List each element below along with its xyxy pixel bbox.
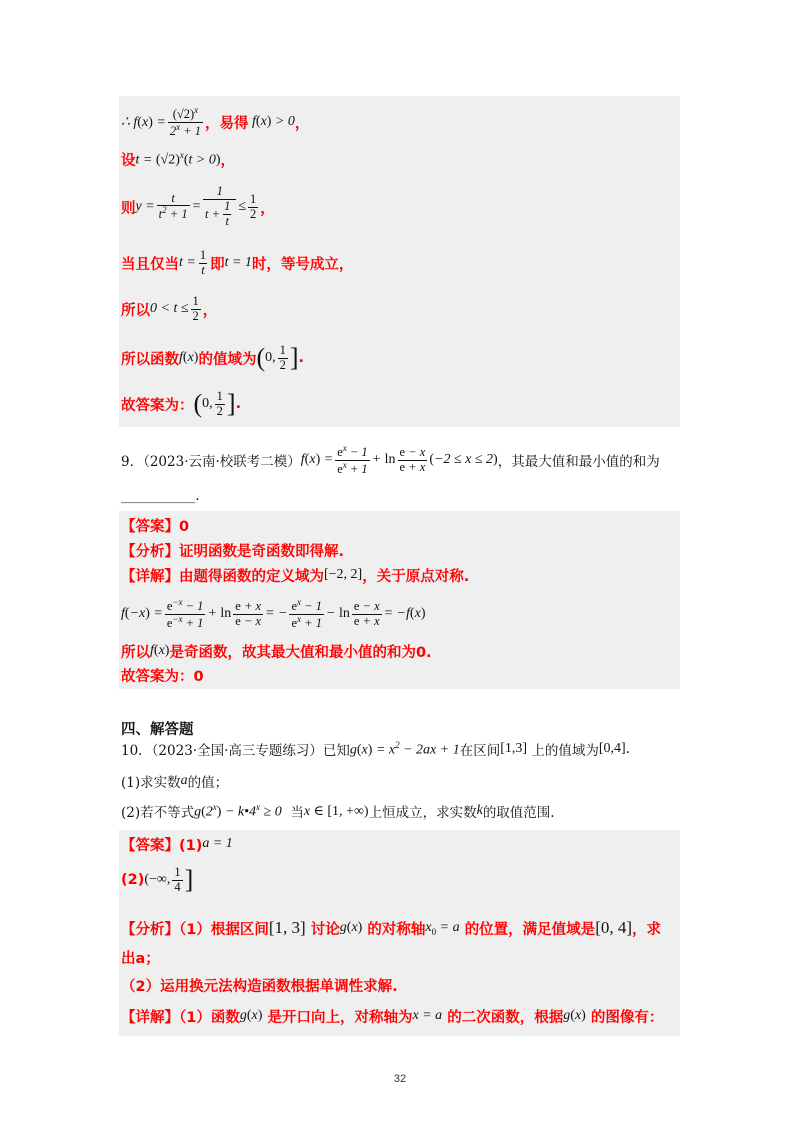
ans10-analysis-1: 【分析】（1）根据区间 [1, 3] 讨论 g(x) 的对称轴 $x_0 = a$ 的位置，满足值域是 [0, 4] ，求 <box>121 918 662 938</box>
page-number: 32 <box>393 1073 407 1085</box>
question-10-part1: (1)求实数 a 的值； <box>121 773 229 791</box>
question-9: 9．（2023·云南·校联考二模） f(x) = $\frac{e^x - 1}{e^x + 1}$ + ln $\frac{e - x}{e + x}$ (−2 ≤ x ≤ 2) ，其最大值和最小值的和为 <box>121 442 660 476</box>
ans10-analysis-3: （2）运用换元法构造函数根据单调性求解. <box>121 978 398 995</box>
ans9-answer: 【答案】0 <box>121 518 190 535</box>
question-10: 10．（2023·全国·高三专题练习）已知 $g(x) = x^2 - 2ax + 1$ 在区间 [1,3] 上的值域为 [0,4] . <box>121 739 630 759</box>
ans9-conclusion: 所以 f(x) 是奇函数，故其最大值和最小值的和为0. <box>121 643 432 661</box>
sec8-l1-text: ，易得 <box>205 115 249 132</box>
ans9-analysis: 【分析】证明函数是奇函数即得解. <box>121 543 345 560</box>
sec8-line-5: 所以 0 < t ≤ $\frac{1}{2}$ ， <box>121 293 218 323</box>
ans10-analysis-2: 出a； <box>121 950 160 967</box>
sec8-line-4: 当且仅当 t = $\frac{1}{t}$ 即 t = 1 时，等号成立， <box>121 247 354 277</box>
ans10-detail: 【详解】（1）函数 g(x) 是开口向上，对称轴为 x = a 的二次函数，根据 g(x) 的图像有： <box>121 1008 664 1026</box>
sec8-line-7: 故答案为： ( 0, $\frac{1}{2}$ ] . <box>121 388 242 418</box>
ans10-answer-1: 【答案】(1) a = 1 <box>121 836 233 854</box>
question-9-blank: ___________. <box>121 488 200 504</box>
sec8-line-6: 所以函数 f(x) 的值域为 ( 0, $\frac{1}{2}$ ] . <box>121 342 305 372</box>
ans9-final: 故答案为：0 <box>121 668 204 685</box>
ans9-detail: 【详解】由题得函数的定义域为 [−2, 2] ，关于原点对称. <box>121 567 470 585</box>
question-10-part2: (2)若不等式 $g(2^x)$ − $k•4^x \ge 0$ 当 x ∈ [1, +∞) 上恒成立，求实数 k 的取值范围. <box>121 801 555 821</box>
sec8-line-1: ∴ f(x) = $\frac{(√2)^x}{2^x + 1}$ ，易得 f(x) > 0 ， <box>121 104 310 138</box>
sec8-line-2: 设 $t = (√2)^x(t > 0)$ ， <box>121 149 236 169</box>
ans9-equation: f(−x) = $\frac{e^{-x} - 1}{e^{-x} + 1}$ + ln $\frac{e + x}{e - x}$ = − $\frac{e^x - 1}{e^x + 1}$ − ln $\frac{e - x}{e + x}$ = −f(x) <box>121 596 426 630</box>
sec8-line-3: 则 y = $\frac{t}{t^2 + 1}$ = 1 t + $\frac{1}{t}$ ≤ $\frac{1}{2}$ ， <box>121 184 275 228</box>
ans10-answer-2: (2) (−∞, $\frac{1}{4}$ ] <box>121 864 194 894</box>
section-title: 四、解答题 <box>121 721 194 738</box>
